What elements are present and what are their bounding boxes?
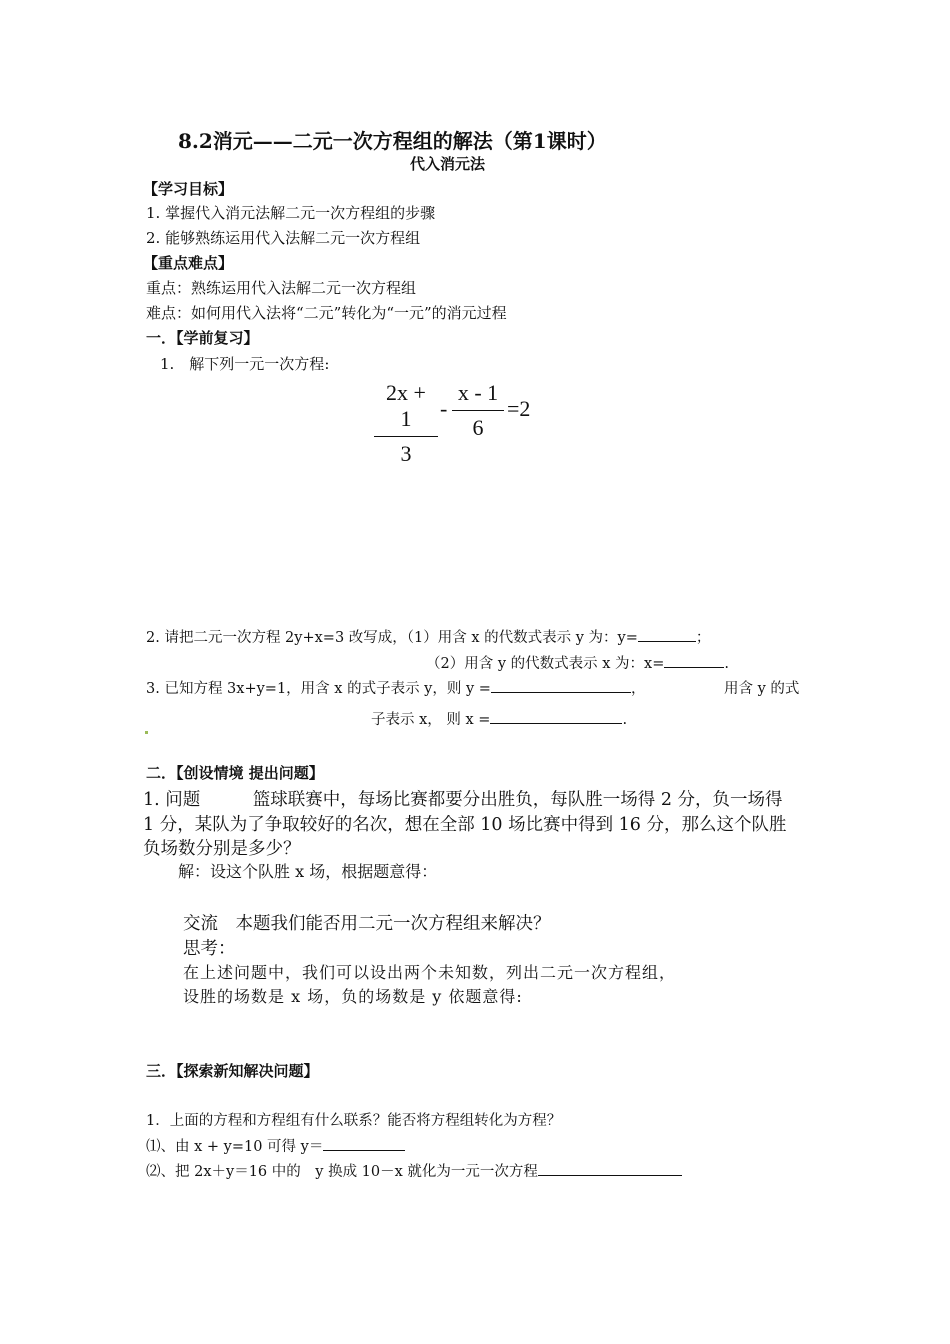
q2-text-1: 2. 请把二元一次方程 2y+x=3 改写成，（1）用含 x 的代数式表示 y 为：y= <box>146 630 638 646</box>
fraction-2-numerator: x - 1 <box>452 380 504 411</box>
review-question-3-line-1 <box>146 677 645 698</box>
key-points-heading: 【重点难点】 <box>143 254 234 272</box>
explore-question-1: 1．上面的方程和方程组有什么联系？能否将方程组转化为方程？ <box>146 1113 562 1129</box>
think-label: 思考： <box>183 939 236 959</box>
step-2-text: ⑵、把 2x＋y＝16 中的 y 换成 10－x 就化为一元一次方程 <box>146 1164 538 1180</box>
q3-text-2: 子表示 x， 则 x = <box>371 712 491 728</box>
objective-item: 2. 能够熟练运用代入法解二元一次方程组 <box>146 229 421 247</box>
difficulty-text: 难点：如何用代入法将“二元”转化为“一元”的消元过程 <box>146 304 507 322</box>
exchange-line: 交流 本题我们能否用二元一次方程组来解决？ <box>183 914 551 934</box>
q3-text-1-mid: ， <box>630 681 646 697</box>
think-line-1: 在上述问题中，我们可以设出两个未知数，列出二元一次方程组， <box>183 963 677 982</box>
review-question-2-line-2 <box>426 652 729 673</box>
q2-text-2: （2）用含 y 的代数式表示 x 为：x= <box>426 656 665 672</box>
review-question-3-line-1-end: 用含 y 的式 <box>724 681 800 697</box>
fraction-2-denominator: 6 <box>472 415 484 440</box>
problem-line-1: 1. 问题 篮球联赛中，每场比赛都要分出胜负，每队胜一场得 2 分，负一场得 <box>143 790 783 810</box>
answer-blank[interactable] <box>538 1161 682 1176</box>
page-subtitle: 代入消元法 <box>410 155 486 173</box>
answer-blank[interactable] <box>323 1136 405 1151</box>
fraction-1-numerator: 2x + 1 <box>374 380 438 437</box>
minus-sign: - <box>440 396 448 421</box>
q3-text-2-end: . <box>622 712 628 728</box>
marker-dot <box>145 731 148 734</box>
objective-item: 1. 掌握代入消元法解二元一次方程组的步骤 <box>146 204 436 222</box>
review-heading: 一．【学前复习】 <box>146 329 259 347</box>
page-title: 8.2消元——二元一次方程组的解法（第1课时） <box>178 129 607 153</box>
focus-text: 重点：熟练运用代入法解二元一次方程组 <box>146 279 417 297</box>
explore-step-1 <box>146 1135 405 1156</box>
review-question-3-line-2 <box>371 708 627 729</box>
problem-line-3: 负场数分别是多少？ <box>143 839 301 859</box>
q2-text-1-end: ； <box>695 630 711 646</box>
fraction-1-denominator: 3 <box>400 441 412 466</box>
explore-step-2 <box>146 1160 682 1181</box>
equation-rhs: =2 <box>507 396 531 421</box>
objectives-heading: 【学习目标】 <box>143 180 234 198</box>
fraction-2 <box>452 380 504 441</box>
q2-text-2-end: . <box>724 656 729 672</box>
solution-line: 解：设这个队胜 x 场，根据题意得： <box>178 862 438 881</box>
explore-heading: 三．【探索新知解决问题】 <box>146 1062 319 1080</box>
review-question-2-line-1 <box>146 626 710 647</box>
review-question-1: 1. 解下列一元一次方程: <box>160 355 330 373</box>
q3-text-1: 3. 已知方程 3x+y=1，用含 x 的式子表示 y，则 y = <box>146 681 491 697</box>
answer-blank[interactable] <box>638 627 696 642</box>
answer-blank[interactable] <box>490 709 622 724</box>
answer-blank[interactable] <box>664 653 724 668</box>
think-line-2: 设胜的场数是 x 场，负的场数是 y 依题意得: <box>183 987 523 1006</box>
fraction-1 <box>374 380 438 467</box>
situation-heading: 二．【创设情境 提出问题】 <box>146 764 324 782</box>
step-1-text: ⑴、由 x + y=10 可得 y＝ <box>146 1139 324 1155</box>
problem-line-2: 1 分，某队为了争取较好的名次，想在全部 10 场比赛中得到 16 分，那么这个队胜 <box>143 815 787 835</box>
answer-blank[interactable] <box>491 678 631 693</box>
